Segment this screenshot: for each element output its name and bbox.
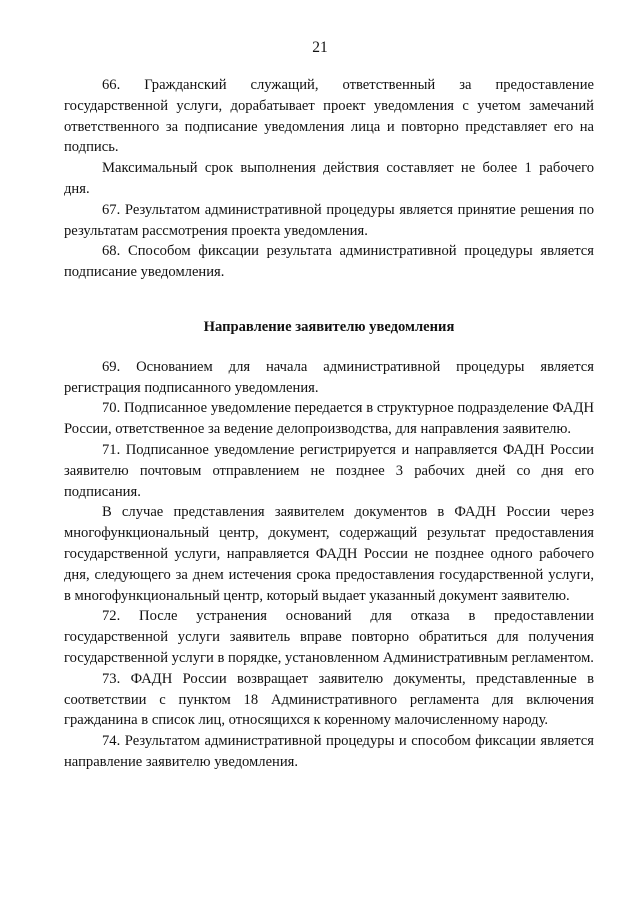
document-body bbox=[64, 75, 594, 773]
paragraph-71: 71. Подписанное уведомление регистрируется и направляется ФАДН России заявителю почтовым отправлением не позднее 3 рабочих дней со дня его подписания. bbox=[64, 441, 594, 500]
section-heading: Направление заявителю уведомления bbox=[203, 318, 455, 335]
paragraph-74: 74. Результатом административной процедуры и способом фиксации является направление заявителю уведомления. bbox=[64, 733, 594, 770]
heading-spacer-bottom bbox=[64, 338, 594, 357]
paragraph-70: 70. Подписанное уведомление передается в структурное подразделение ФАДН России, ответственное за ведение делопроизводства, для направления заявителю. bbox=[64, 400, 594, 438]
paragraph-67: 67. Результатом административной процедуры является принятие решения по результатам рассмотрения проекта уведомления. bbox=[64, 201, 594, 239]
paragraph-66: 66. Гражданский служащий, ответственный за предоставление государственной услуги, дорабатывает проект уведомления с учетом замечаний ответственного за подписание уведомления лица и повторно представляет его на подпись. bbox=[64, 77, 594, 156]
heading-spacer-top bbox=[64, 283, 594, 317]
paragraph-max-duration: Максимальный срок выполнения действия составляет не более 1 рабочего дня. bbox=[64, 160, 594, 197]
paragraph-mfc: В случае представления заявителем документов в ФАДН России через многофункциональный центр, документ, содержащий результат предоставления государственной услуги, направляется ФАДН России не позднее одного рабочего дня, следующего за днем истечения срока предоставления государственной услуги, в многофункциональный центр, который выдает указанный документ заявителю. bbox=[64, 504, 594, 604]
paragraph-73: 73. ФАДН России возвращает заявителю документы, представленные в соответствии с пунктом 18 Административного регламента для включения гражданина в список лиц, относящихся к коренному малочисленному народу. bbox=[64, 670, 594, 729]
paragraph-72: 72. После устранения оснований для отказа в предоставлении государственной услуги заявитель вправе повторно обратиться для получения государственной услуги в порядке, установленном Административным регламентом. bbox=[64, 608, 594, 666]
page-number: 21 bbox=[312, 39, 328, 56]
paragraph-69: 69. Основанием для начала административной процедуры является регистрация подписанного уведомления. bbox=[64, 358, 594, 396]
paragraph-68: 68. Способом фиксации результата административной процедуры является подписание уведомления. bbox=[64, 243, 594, 281]
